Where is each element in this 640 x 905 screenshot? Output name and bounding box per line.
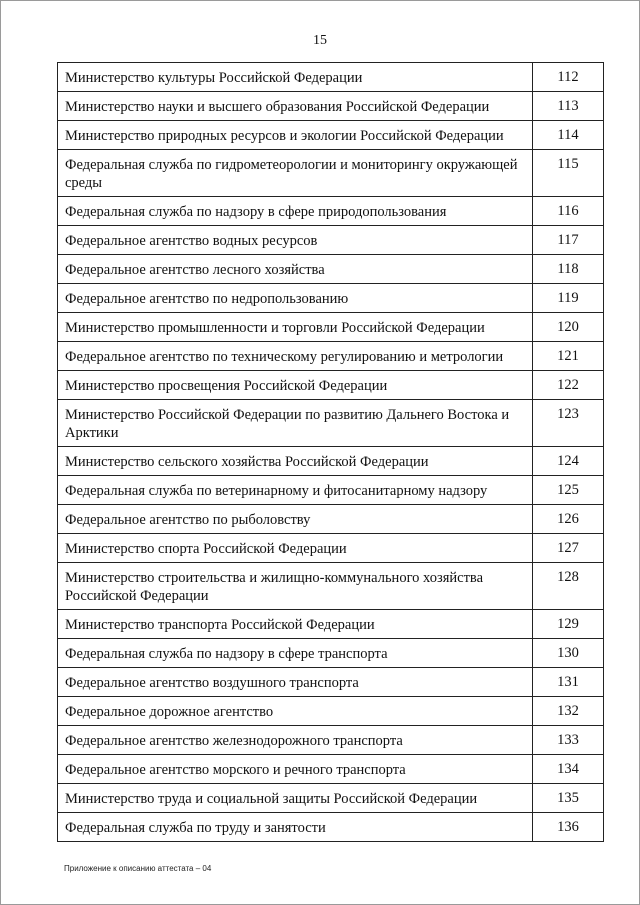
agency-code: 131 — [533, 668, 604, 697]
table-row — [58, 313, 604, 342]
agency-name: Министерство труда и социальной защиты Российской Федерации — [58, 784, 533, 813]
table-row — [58, 150, 604, 197]
agency-name: Министерство науки и высшего образования Российской Федерации — [58, 92, 533, 121]
agency-name: Министерство сельского хозяйства Российской Федерации — [58, 447, 533, 476]
table-row — [58, 813, 604, 842]
agency-name: Министерство Российской Федерации по развитию Дальнего Востока и Арктики — [58, 400, 533, 447]
table-row — [58, 610, 604, 639]
agency-code: 122 — [533, 371, 604, 400]
agency-name: Федеральная служба по труду и занятости — [58, 813, 533, 842]
agency-name: Федеральное агентство водных ресурсов — [58, 226, 533, 255]
agency-code: 135 — [533, 784, 604, 813]
agency-name: Федеральное агентство воздушного транспорта — [58, 668, 533, 697]
agency-name: Федеральное агентство морского и речного транспорта — [58, 755, 533, 784]
agency-code: 116 — [533, 197, 604, 226]
agency-code: 120 — [533, 313, 604, 342]
agency-code: 132 — [533, 697, 604, 726]
agency-code: 133 — [533, 726, 604, 755]
agency-code: 126 — [533, 505, 604, 534]
agency-name: Федеральное агентство по техническому регулированию и метрологии — [58, 342, 533, 371]
agency-name: Министерство спорта Российской Федерации — [58, 534, 533, 563]
agency-code: 121 — [533, 342, 604, 371]
agency-code: 113 — [533, 92, 604, 121]
agency-name: Министерство промышленности и торговли Российской Федерации — [58, 313, 533, 342]
agency-code: 117 — [533, 226, 604, 255]
table-row — [58, 371, 604, 400]
agency-code: 134 — [533, 755, 604, 784]
agency-name: Федеральное агентство по недропользованию — [58, 284, 533, 313]
table-row — [58, 121, 604, 150]
agency-name: Федеральное агентство железнодорожного транспорта — [58, 726, 533, 755]
agency-name: Федеральная служба по надзору в сфере транспорта — [58, 639, 533, 668]
table-row — [58, 197, 604, 226]
agency-name: Федеральное дорожное агентство — [58, 697, 533, 726]
agency-name: Федеральное агентство по рыболовству — [58, 505, 533, 534]
agency-code: 115 — [533, 150, 604, 197]
table-row — [58, 755, 604, 784]
agency-name: Федеральное агентство лесного хозяйства — [58, 255, 533, 284]
table-row — [58, 447, 604, 476]
agency-name: Министерство культуры Российской Федерации — [58, 63, 533, 92]
table-row — [58, 342, 604, 371]
agency-code: 114 — [533, 121, 604, 150]
table-row — [58, 639, 604, 668]
agency-code: 112 — [533, 63, 604, 92]
table-row — [58, 255, 604, 284]
registry-table — [57, 62, 604, 842]
agency-code: 124 — [533, 447, 604, 476]
table-row — [58, 668, 604, 697]
agency-name: Министерство строительства и жилищно-коммунального хозяйства Российской Федерации — [58, 563, 533, 610]
agency-name: Министерство транспорта Российской Федерации — [58, 610, 533, 639]
agency-name: Федеральная служба по ветеринарному и фитосанитарному надзору — [58, 476, 533, 505]
table-row — [58, 505, 604, 534]
table-row — [58, 400, 604, 447]
table-row — [58, 284, 604, 313]
agency-code: 128 — [533, 563, 604, 610]
table-row — [58, 726, 604, 755]
table-row — [58, 92, 604, 121]
agency-name: Министерство просвещения Российской Федерации — [58, 371, 533, 400]
agency-code: 118 — [533, 255, 604, 284]
table-row — [58, 697, 604, 726]
table-row — [58, 534, 604, 563]
footer-note: Приложение к описанию аттестата – 04 — [64, 864, 212, 873]
agency-code: 127 — [533, 534, 604, 563]
page-number: 15 — [313, 33, 327, 48]
agency-code: 125 — [533, 476, 604, 505]
agency-name: Министерство природных ресурсов и экологии Российской Федерации — [58, 121, 533, 150]
agency-code: 136 — [533, 813, 604, 842]
table-row — [58, 63, 604, 92]
agency-name: Федеральная служба по гидрометеорологии и мониторингу окружающей среды — [58, 150, 533, 197]
table-row — [58, 226, 604, 255]
agency-code: 130 — [533, 639, 604, 668]
table-row — [58, 563, 604, 610]
agency-code: 119 — [533, 284, 604, 313]
table-row — [58, 476, 604, 505]
table-row — [58, 784, 604, 813]
agency-code: 129 — [533, 610, 604, 639]
agency-code: 123 — [533, 400, 604, 447]
agency-name: Федеральная служба по надзору в сфере природопользования — [58, 197, 533, 226]
